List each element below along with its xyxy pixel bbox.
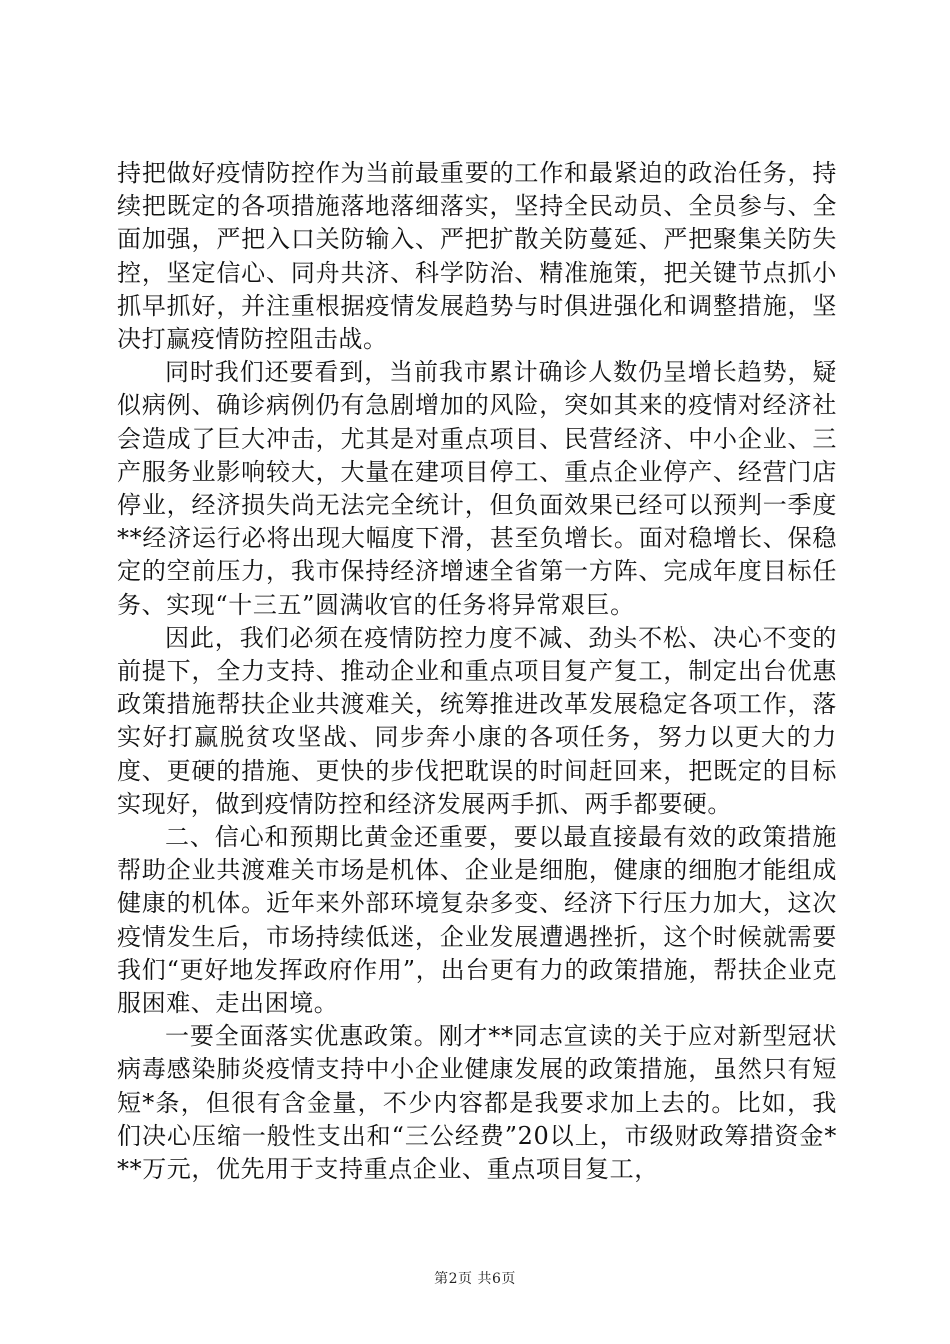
paragraph-continuation: 持把做好疫情防控作为当前最重要的工作和最紧迫的政治任务，持续把既定的各项措施落地落细落实，坚持全民动员、全员参与、全面加强，严把入口关防输入、严把扩散关防蔓延、严把聚集关防失控，坚定信心、同舟共济、科学防治、精准施策，把关键节点抓小抓早抓好，并注重根据疫情发展趋势与时俱进强化和调整措施，坚决打赢疫情防控阻击战。 [117, 159, 837, 354]
paragraph-section-two: 二、信心和预期比黄金还重要，要以最直接最有效的政策措施帮助企业共渡难关市场是机体、企业是细胞，健康的细胞才能组成健康的机体。近年来外部环境复杂多变、经济下行压力加大，这次疫情发生后，市场持续低迷，企业发展遭遇挫折，这个时候就需要我们“更好地发挥政府作用”，出台更有力的政策措施，帮扶企业克服困难、走出困境。 [117, 823, 837, 1018]
paragraph-policy-measures: 一要全面落实优惠政策。刚才**同志宣读的关于应对新型冠状病毒感染肺炎疫情支持中小企业健康发展的政策措施，虽然只有短短*条，但很有含金量，不少内容都是我要求加上去的。比如，我们决心压缩一般性支出和“三公经费”20以上，市级财政筹措资金***万元，优先用于支持重点企业、重点项目复工， [117, 1022, 837, 1184]
document-body [117, 157, 837, 1186]
paragraph-resumption: 因此，我们必须在疫情防控力度不减、劲头不松、决心不变的前提下，全力支持、推动企业和重点项目复产复工，制定出台优惠政策措施帮扶企业共渡难关，统筹推进改革发展稳定各项工作，落实好打赢脱贫攻坚战、同步奔小康的各项任务，努力以更大的力度、更硬的措施、更快的步伐把耽误的时间赶回来，把既定的目标实现好，做到疫情防控和经济发展两手抓、两手都要硬。 [117, 623, 837, 818]
paragraph-economic-impact: 同时我们还要看到，当前我市累计确诊人数仍呈增长趋势，疑似病例、确诊病例仍有急剧增加的风险，突如其来的疫情对经济社会造成了巨大冲击，尤其是对重点项目、民营经济、中小企业、三产服务业影响较大，大量在建项目停工、重点企业停产、经营门店停业，经济损失尚无法完全统计，但负面效果已经可以预判一季度**经济运行必将出现大幅度下滑，甚至负增长。面对稳增长、保稳定的空前压力，我市保持经济增速全省第一方阵、完成年度目标任务、实现“十三五”圆满收官的任务将异常艰巨。 [117, 358, 837, 619]
page-footer: 第2页 共6页 [434, 1271, 516, 1287]
